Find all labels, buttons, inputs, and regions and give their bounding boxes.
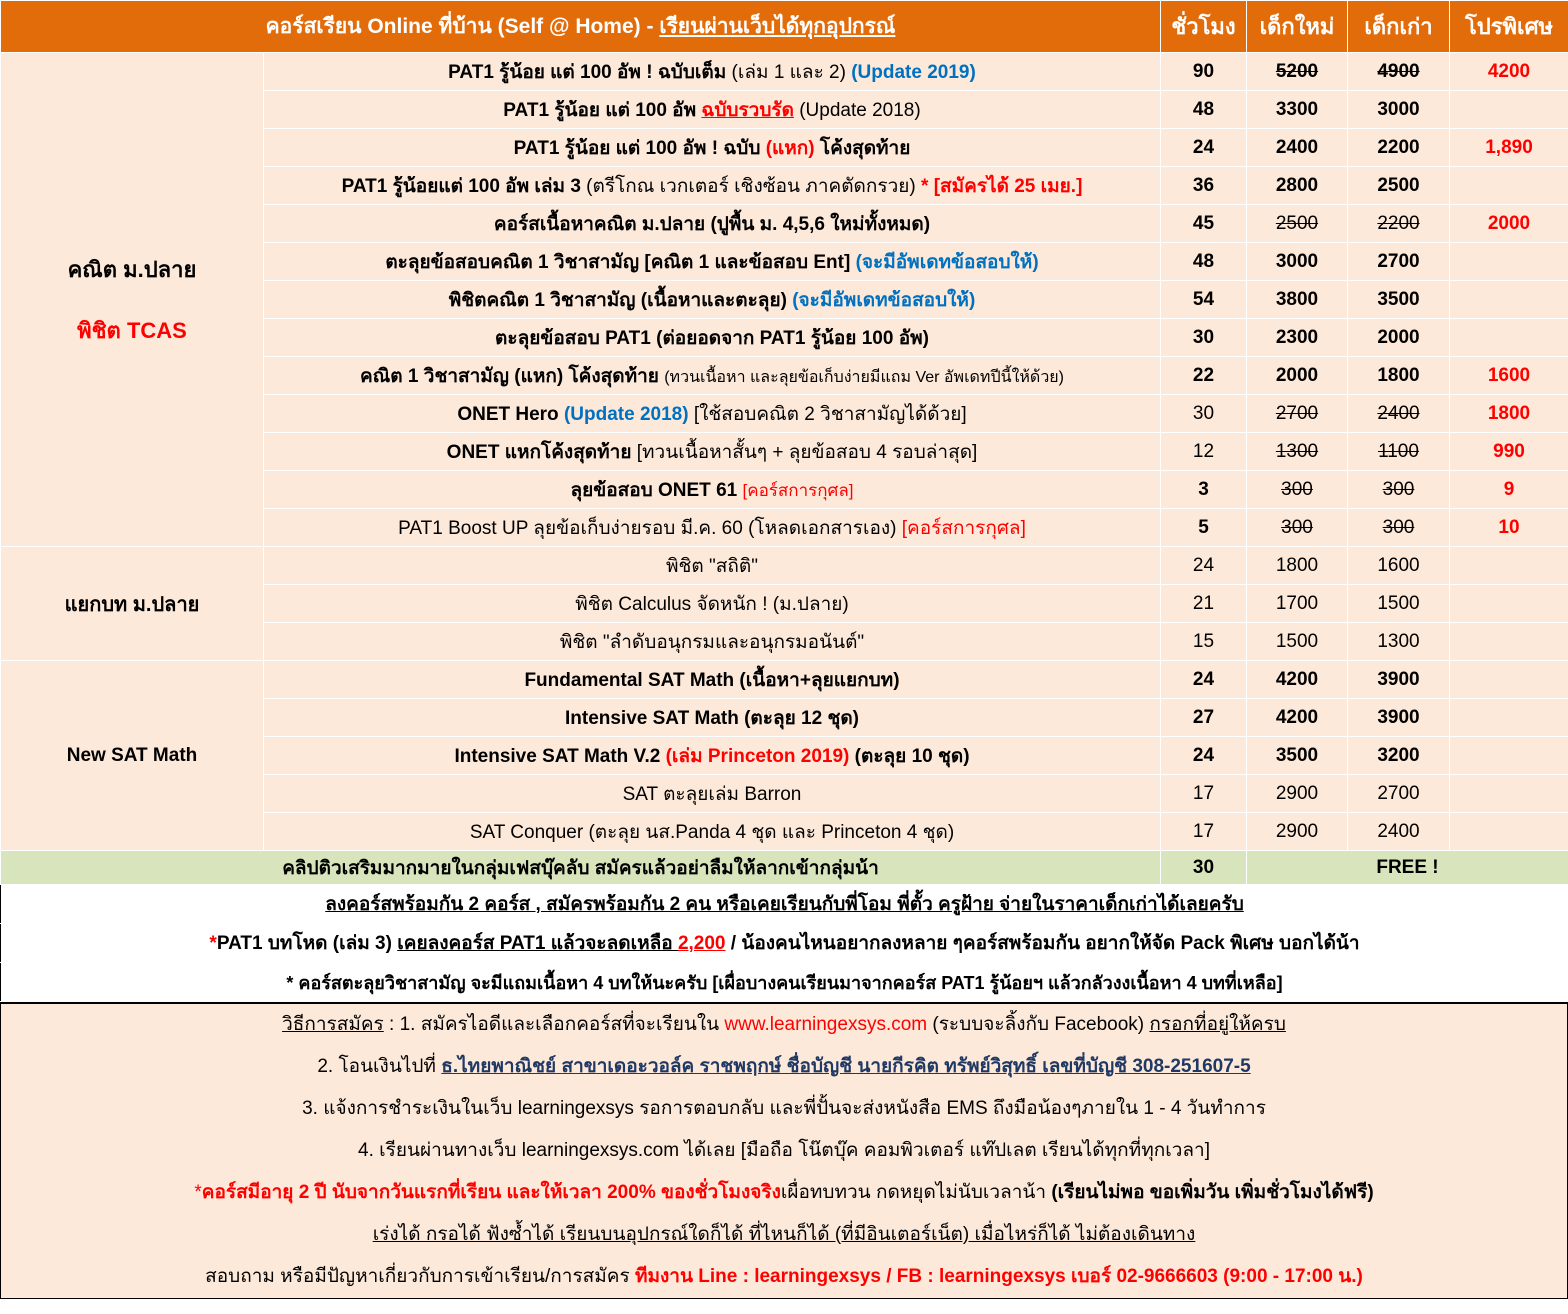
text-segment: ตะลุยข้อสอบคณิต 1 วิชาสามัญ [คณิต 1 และข้อสอบ Ent] [385, 251, 856, 273]
table-cell: 1600 [1348, 547, 1450, 585]
group-sat-math: New SAT Math [1, 661, 264, 851]
text-segment: เรียนผ่านเว็บได้ทุกอุปกรณ์ [659, 15, 896, 38]
registration-info [0, 1002, 1568, 1299]
table-row [1, 547, 1568, 585]
table-cell: 1500 [1348, 585, 1450, 623]
table-cell [1450, 167, 1568, 205]
text-segment: 2200 [1377, 212, 1420, 234]
text-segment: (Update 2019) [851, 61, 976, 83]
table-cell: 24 [1161, 129, 1247, 167]
table-cell: 24 [1161, 661, 1247, 699]
text-segment: 2500 [1275, 212, 1319, 234]
table-cell: พิชิต "สถิติ" [264, 547, 1161, 585]
table-cell [264, 433, 1161, 471]
text-segment: เคยลงคอร์ส PAT1 แล้วจะลดเหลือ [397, 933, 678, 954]
table-cell: 24 [1161, 547, 1247, 585]
text-segment: 2400 [1377, 402, 1420, 424]
table-cell [1450, 775, 1568, 813]
table-cell: 2000 [1450, 205, 1568, 243]
table-cell [264, 357, 1161, 395]
table-cell: 48 [1161, 243, 1247, 281]
table-cell: 2800 [1247, 167, 1348, 205]
text-segment: PAT1 รู้น้อย แต่ 100 อัพ [503, 99, 702, 121]
text-segment: * [สมัครได้ 25 เมย.] [921, 175, 1083, 197]
note-row: * คอร์สตะลุยวิชาสามัญ จะมีแถมเนื้อหา 4 บทให้นะครับ [เผื่อบางคนเรียนมาจากคอร์ส PAT1 รู้น้อยฯ แล้วกลัวงงเนื้อหา 4 บทที่เหลือ] [1, 963, 1568, 1002]
table-cell [1450, 813, 1568, 851]
note-row [1, 924, 1568, 963]
table-cell: 3000 [1247, 243, 1348, 281]
text-segment: PAT1 Boost UP ลุยข้อเก็บง่ายรอบ มี.ค. 60 (โหลดเอกสารเอง) [398, 517, 902, 539]
info-line-4: 4. เรียนผ่านทางเว็บ learningexsys.com ได้เลย [มือถือ โน๊ตบุ๊ค คอมพิวเตอร์ แท๊ปเลต เรียนได้ทุกที่ทุกเวลา] [358, 1140, 1210, 1161]
table-cell [264, 737, 1161, 775]
table-cell [1348, 433, 1450, 471]
table-cell: 5 [1161, 509, 1247, 547]
table-cell: คอร์สเนื้อหาคณิต ม.ปลาย (ปูพื้น ม. 4,5,6 ใหม่ทั้งหมด) [264, 205, 1161, 243]
text-segment: 4900 [1377, 60, 1420, 82]
table-cell [1450, 319, 1568, 357]
text-segment: 300 [1281, 516, 1313, 538]
text-segment: คอร์สเรียน Online ที่บ้าน (Self @ Home) - [265, 15, 660, 38]
table-cell: 30 [1161, 319, 1247, 357]
text-segment: คณิต 1 วิชาสามัญ (แหก) โค้งสุดท้าย [359, 365, 665, 387]
table-cell [1450, 585, 1568, 623]
note-row: ลงคอร์สพร้อมกัน 2 คอร์ส , สมัครพร้อมกัน 2 คน หรือเคยเรียนกับพี่โอม พี่ตั้ว ครูฝ้าย จ่ายในราคาเด็กเก่าได้เลยครับ [1, 885, 1568, 924]
table-cell [1348, 53, 1450, 91]
table-cell [264, 281, 1161, 319]
table-cell: 48 [1161, 91, 1247, 129]
col-new-student: เด็กใหม่ [1247, 1, 1348, 53]
text-segment: 300 [1382, 478, 1415, 500]
table-cell [1450, 699, 1568, 737]
text-segment: 1300 [1275, 440, 1319, 462]
table-cell [264, 167, 1161, 205]
table-cell: 4200 [1247, 699, 1348, 737]
table-cell: 1,890 [1450, 129, 1568, 167]
table-cell: 1600 [1450, 357, 1568, 395]
text-segment: Intensive SAT Math V.2 [454, 745, 666, 767]
table-cell: SAT ตะลุยเล่ม Barron [264, 775, 1161, 813]
text-segment: (Update 2018) [563, 403, 689, 425]
table-cell: 3900 [1348, 661, 1450, 699]
group-chapters: แยกบท ม.ปลาย [1, 547, 264, 661]
text-segment: (ตะลุย 10 ชุด) [849, 745, 970, 767]
table-cell: 3 [1161, 471, 1247, 509]
table-cell [1450, 281, 1568, 319]
table-cell: ตะลุยข้อสอบ PAT1 (ต่อยอดจาก PAT1 รู้น้อย 100 อัพ) [264, 319, 1161, 357]
table-cell [1450, 91, 1568, 129]
info-line-1: วิธีการสมัคร : 1. สมัครไอดีและเลือกคอร์สที่จะเรียนใน www.learningexsys.com (ระบบจะลิ้งกับ Facebook) กรอกที่อยู่ให้ครบ [282, 1014, 1286, 1035]
table-cell: 3900 [1348, 699, 1450, 737]
table-cell: 1800 [1348, 357, 1450, 395]
table-cell: 54 [1161, 281, 1247, 319]
table-cell: 4200 [1247, 661, 1348, 699]
table-cell: 27 [1161, 699, 1247, 737]
table-cell: Intensive SAT Math (ตะลุย 12 ชุด) [264, 699, 1161, 737]
info-line-7: สอบถาม หรือมีปัญหาเกี่ยวกับการเข้าเรียน/การสมัคร ทีมงาน Line : learningexsys / FB : learningexsys เบอร์ 02-9666603 (9:00 - 17:00 น.) [205, 1266, 1363, 1287]
col-hours: ชั่วโมง [1161, 1, 1247, 53]
text-segment: [ทวนเนื้อหาสั้นๆ + ลุยข้อสอบ 4 รอบล่าสุด] [631, 441, 978, 463]
text-segment: [คอร์สการกุศล] [742, 480, 854, 500]
table-cell [1450, 623, 1568, 661]
text-segment: 5200 [1275, 60, 1319, 82]
text-segment: 300 [1281, 478, 1313, 500]
table-cell: 3500 [1348, 281, 1450, 319]
free-clip-row: คลิปติวเสริมมากมายในกลุ่มเฟสบุ๊คลับ สมัครแล้วอย่าลืมให้ลากเข้ากลุ่มน้า 30 FREE ! [1, 851, 1568, 885]
text-segment: [ใช้สอบคณิต 2 วิชาสามัญได้ด้วย] [688, 403, 967, 425]
text-segment: PAT1 รู้น้อยแต่ 100 อัพ เล่ม 3 [341, 175, 581, 197]
text-segment: 2700 [1275, 402, 1319, 424]
text-segment: (Update 2018) [793, 99, 921, 121]
table-cell: 2000 [1247, 357, 1348, 395]
table-cell: 90 [1161, 53, 1247, 91]
text-segment: PAT1 บทโหด (เล่ม 3) [216, 933, 398, 954]
table-cell: SAT Conquer (ตะลุย นส.Panda 4 ชุด และ Princeton 4 ชุด) [264, 813, 1161, 851]
table-cell: 3000 [1348, 91, 1450, 129]
table-cell: 3500 [1247, 737, 1348, 775]
table-row [1, 53, 1568, 91]
table-cell: 15 [1161, 623, 1247, 661]
text-segment: * [209, 933, 217, 954]
table-cell: Fundamental SAT Math (เนื้อหา+ลุยแยกบท) [264, 661, 1161, 699]
table-cell: 3300 [1247, 91, 1348, 129]
text-segment: 2,200 [677, 933, 726, 954]
text-segment: [คอร์สการกุศล] [901, 517, 1026, 539]
text-segment: (ตรีโกณ เวกเตอร์ เชิงซ้อน ภาคตัดกรวย) [580, 175, 922, 197]
text-segment: โค้งสุดท้าย [814, 137, 911, 159]
table-cell: 2300 [1247, 319, 1348, 357]
table-cell [1450, 243, 1568, 281]
table-cell: 990 [1450, 433, 1568, 471]
table-cell: 30 [1161, 395, 1247, 433]
table-cell [264, 129, 1161, 167]
table-cell: 3800 [1247, 281, 1348, 319]
table-cell [1247, 471, 1348, 509]
info-line-6: เร่งได้ กรอได้ ฟังซ้ำได้ เรียนบนอุปกรณ์ใดก็ได้ ที่ไหนก็ได้ (ที่มีอินเตอร์เน็ต) เมื่อไหร่ก็ได้ ไม่ต้องเดินทาง [372, 1224, 1196, 1245]
table-cell [1247, 205, 1348, 243]
table-cell: 17 [1161, 775, 1247, 813]
table-cell: พิชิต "ลำดับอนุกรมและอนุกรมอนันต์" [264, 623, 1161, 661]
table-cell [264, 471, 1161, 509]
text-segment: ONET แหกโค้งสุดท้าย [446, 441, 632, 463]
text-segment: / น้องคนไหนอยากลงหลาย ๆคอร์สพร้อมกัน อยากให้จัด Pack พิเศษ บอกได้น้า [725, 933, 1360, 954]
text-segment: (เล่ม 1 และ 2) [726, 61, 852, 83]
table-cell [1450, 661, 1568, 699]
table-cell [264, 509, 1161, 547]
table-cell [1348, 509, 1450, 547]
table-cell: 2900 [1247, 813, 1348, 851]
table-cell: 10 [1450, 509, 1568, 547]
table-cell: 1800 [1450, 395, 1568, 433]
table-cell [264, 243, 1161, 281]
table-cell: 21 [1161, 585, 1247, 623]
text-segment: ฉบับรวบรัด [701, 99, 794, 121]
table-cell [264, 53, 1161, 91]
table-cell: 2700 [1348, 243, 1450, 281]
text-segment: (ทวนเนื้อหา และลุยข้อเก็บง่ายมีแถม Ver อัพเดทปีนี้ให้ด้วย) [664, 368, 1065, 386]
table-cell [264, 91, 1161, 129]
table-title [1, 1, 1161, 53]
table-cell: 45 [1161, 205, 1247, 243]
table-cell: 2900 [1247, 775, 1348, 813]
text-segment: ลุยข้อสอบ ONET 61 [570, 479, 743, 501]
table-cell: 9 [1450, 471, 1568, 509]
text-segment: PAT1 รู้น้อย แต่ 100 อัพ ! ฉบับ [513, 137, 766, 159]
info-line-2: 2. โอนเงินไปที่ ธ.ไทยพาณิชย์ สาขาเดอะวอล์ค ราชพฤกษ์ ชื่อบัญชี นายกีรคิต ทรัพย์วิสุทธิ์ เลขที่บัญชี 308-251607-5 [317, 1056, 1251, 1077]
table-header [1, 1, 1568, 53]
text-segment: พิชิตคณิต 1 วิชาสามัญ (เนื้อหาและตะลุย) [448, 289, 793, 311]
table-cell [1247, 433, 1348, 471]
table-cell: 1800 [1247, 547, 1348, 585]
table-cell [1247, 53, 1348, 91]
table-cell: 2200 [1348, 129, 1450, 167]
table-cell [1247, 395, 1348, 433]
table-cell [1247, 509, 1348, 547]
info-line-5: *คอร์สมีอายุ 2 ปี นับจากวันแรกที่เรียน และให้เวลา 200% ของชั่วโมงจริงเผื่อทบทวน กดหยุดไม่นับเวลาน้า (เรียนไม่พอ ขอเพิ่มวัน เพิ่มชั่วโมงได้ฟรี) [194, 1182, 1374, 1203]
table-cell [1450, 737, 1568, 775]
table-cell [1450, 547, 1568, 585]
table-cell [264, 395, 1161, 433]
text-segment: PAT1 รู้น้อย แต่ 100 อัพ ! ฉบับเต็ม [448, 61, 727, 83]
info-line-3: 3. แจ้งการชำระเงินในเว็บ learningexsys รอการตอบกลับ และพี่ปั้นจะส่งหนังสือ EMS ถึงมือน้องๆภายใน 1 - 4 วันทำการ [302, 1098, 1266, 1119]
table-cell [1348, 471, 1450, 509]
text-segment: (จะมีอัพเดทข้อสอบให้) [792, 289, 976, 311]
text-segment: 1100 [1378, 440, 1419, 462]
table-cell [1348, 205, 1450, 243]
col-old-student: เด็กเก่า [1348, 1, 1450, 53]
table-row [1, 661, 1568, 699]
text-segment: (แหก) [765, 137, 815, 159]
text-segment: ONET Hero [457, 403, 564, 425]
table-cell: 1500 [1247, 623, 1348, 661]
table-cell [1348, 395, 1450, 433]
website-link[interactable]: www.learningexsys.com [724, 1014, 928, 1035]
table-cell: 1300 [1348, 623, 1450, 661]
table-cell: 2000 [1348, 319, 1450, 357]
table-cell: 2400 [1247, 129, 1348, 167]
table-cell: 17 [1161, 813, 1247, 851]
table-cell: 4200 [1450, 53, 1568, 91]
table-cell: 3200 [1348, 737, 1450, 775]
text-segment: (จะมีอัพเดทข้อสอบให้) [855, 251, 1039, 273]
text-segment: 300 [1382, 516, 1415, 538]
col-special: โปรพิเศษ [1450, 1, 1568, 53]
text-segment: (เล่ม Princeton 2019) [665, 745, 850, 767]
table-cell: 36 [1161, 167, 1247, 205]
table-cell: 2700 [1348, 775, 1450, 813]
table-cell: พิชิต Calculus จัดหนัก ! (ม.ปลาย) [264, 585, 1161, 623]
table-cell: 12 [1161, 433, 1247, 471]
table-cell: 24 [1161, 737, 1247, 775]
table-cell: 1700 [1247, 585, 1348, 623]
group-math-tcas: คณิต ม.ปลาย พิชิต TCAS [1, 53, 264, 547]
table-cell: 2500 [1348, 167, 1450, 205]
table-cell: 22 [1161, 357, 1247, 395]
table-cell: 2400 [1348, 813, 1450, 851]
